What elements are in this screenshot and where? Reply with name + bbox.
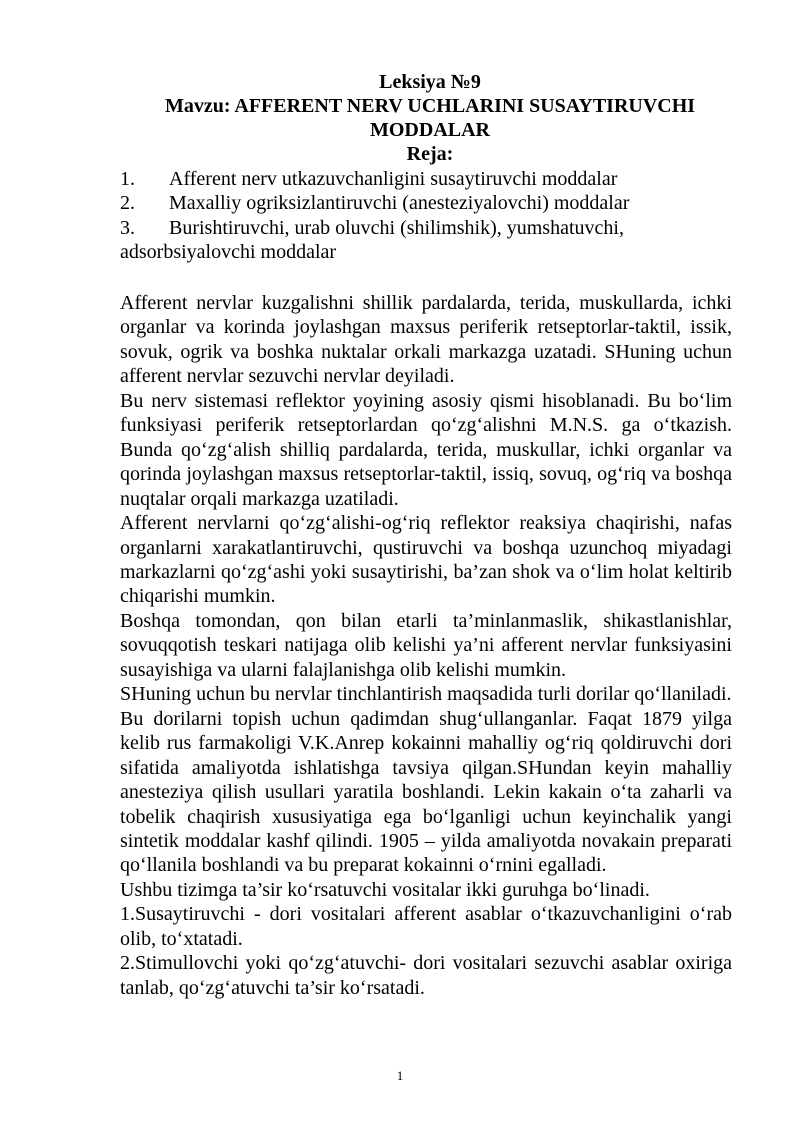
lecture-title: Leksiya №9 bbox=[379, 71, 481, 93]
plan-item-number: 1. bbox=[120, 168, 135, 190]
plan-item-2 bbox=[120, 191, 760, 215]
paragraph: Afferent nervlar kuzgalishni shillik pardalarda, terida, muskullarda, ichki organlar va korinda joylashgan maxsus periferik retseptorlar-taktil, issik, sovuk, ogrik va boshka nuktalar orkali markazga uzatadi. SHuning uchun afferent nervlar sezuvchi nervlar deyiladi. bbox=[120, 292, 732, 388]
paragraph: Boshqa tomondan, qon bilan etarli ta’minlanmaslik, shikastlanishlar, sovuqqotish teskari natijaga olib kelishi ya’ni afferent nervlar funksiyasini susayishiga va ularni falajlanishga olib kelishi mumkin. bbox=[120, 609, 732, 681]
plan-item-3-continuation: adsorbsiyalovchi moddalar bbox=[120, 241, 337, 263]
paragraph: SHuning uchun bu nervlar tinchlantirish maqsadida turli dorilar qo‘llaniladi. bbox=[120, 683, 732, 706]
plan-heading: Reja: bbox=[406, 143, 454, 165]
paragraph: 1.Susaytiruvchi - dori vositalari afferent asablar o‘tkazuvchanligini o‘rab olib, to‘xtatadi. bbox=[120, 903, 732, 950]
plan-item-text: Maxalliy ogriksizlantiruvchi (anesteziyalovchi) moddalar bbox=[169, 192, 630, 214]
plan-item-number: 2. bbox=[120, 192, 135, 214]
paragraph: Afferent nervlarni qo‘zg‘alishi-og‘riq reflektor reaksiya chaqirishi, nafas organlarni xarakatlantiruvchi, qustiruvchi va boshqa uzunchoq miyadagi markazlarni qo‘zg‘ashi yoki susaytirishi, ba’zan shok va o‘lim holat keltirib chiqarishi mumkin. bbox=[120, 512, 732, 608]
plan-item-3 bbox=[120, 216, 760, 240]
paragraph: Ushbu tizimga ta’sir ko‘rsatuvchi vositalar ikki guruhga bo‘linadi. bbox=[120, 878, 650, 901]
plan-item-number: 3. bbox=[120, 217, 135, 239]
plan-item-text: Afferent nerv utkazuvchanligini susaytiruvchi moddalar bbox=[169, 168, 618, 190]
paragraph: Bu nerv sistemasi reflektor yoyining asosiy qismi hisoblanadi. Bu bo‘lim funksiyasi periferik retseptorlardan qo‘zg‘alishni M.N.S. ga o‘tkazish. Bunda qo‘zg‘alish shilliq pardalarda, terida, muskullar, ichki organlar va qorinda joylashgan maxsus retseptorlar-taktil, issiq, sovuq, og‘riq va boshqa nuqtalar orqali markazga uzatiladi. bbox=[120, 389, 732, 510]
paragraph: 2.Stimullovchi yoki qo‘zg‘atuvchi- dori vositalari sezuvchi asablar oxiriga tanlab, qo‘zg‘atuvchi ta’sir ko‘rsatadi. bbox=[120, 952, 732, 999]
body-text bbox=[120, 291, 732, 1000]
topic-heading-line1: Mavzu: AFFERENT NERV UCHLARINI SUSAYTIRUVCHI bbox=[164, 95, 696, 117]
page-number: 1 bbox=[396, 1068, 404, 1083]
plan-item-text: Burishtiruvchi, urab oluvchi (shilimshik), yumshatuvchi, bbox=[169, 217, 624, 239]
paragraph: Bu dorilarni topish uchun qadimdan shug‘ullanganlar. Faqat 1879 yilga kelib rus farmakoligi V.K.Anrep kokainni mahalliy og‘riq qoldiruvchi dori sifatida amaliyotda ishlatishga tavsiya qilgan.SHundan keyin mahalliy anesteziya qilish usullari yaratila boshlandi. Lekin kakain o‘ta zaharli va tobelik chaqirish xususiyatiga ega bo‘lganligi uchun keyinchalik yangi sintetik moddalar kashf qilindi. 1905 – yilda amaliyotda novakain preparati qo‘llanila boshlandi va bu preparat kokainni o‘rnini egalladi. bbox=[120, 707, 732, 877]
plan-item-1 bbox=[120, 167, 760, 191]
topic-heading-line2: MODDALAR bbox=[370, 119, 490, 141]
